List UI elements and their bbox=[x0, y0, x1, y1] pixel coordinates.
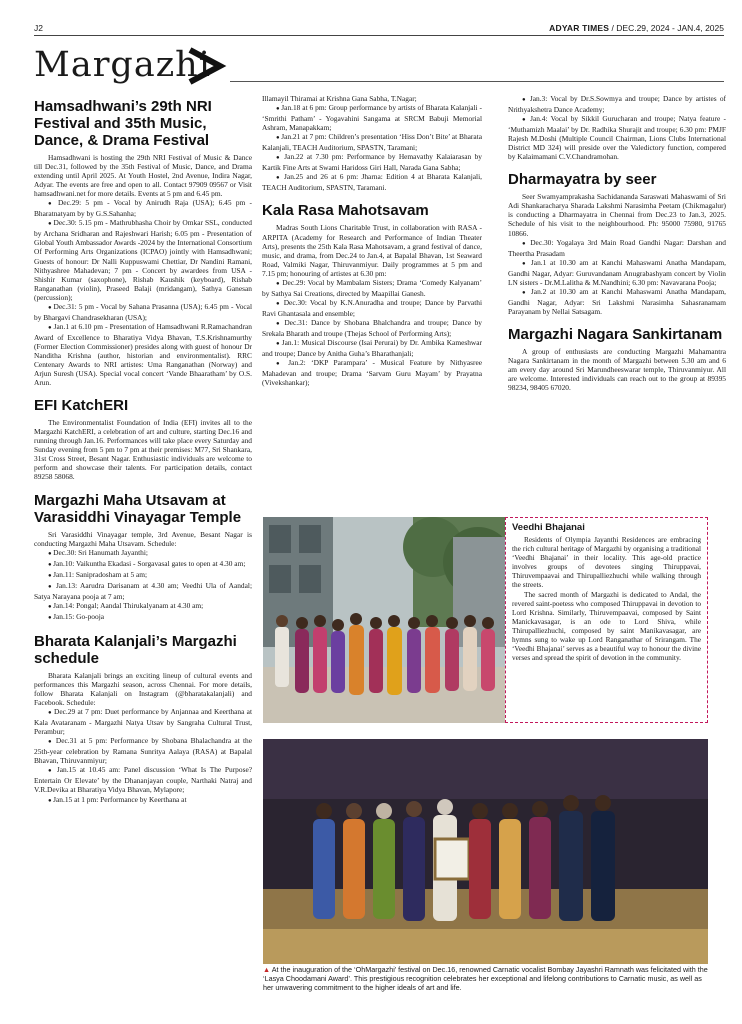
photo-caption bbox=[263, 965, 708, 992]
veedhi-bhajanai-box bbox=[505, 517, 708, 723]
schedule-item: ● Jan.15 at 10.45 am: Panel discussion ‘What Is The Purpose? Entertain Or Elevate’ by the Dhananjayan couple, Narthaki Natraj and V.R.Devika at Bharatiya Vidya Bhavan, Mylapore; bbox=[34, 765, 252, 794]
article-title-varasiddhi: Margazhi Maha Utsavam at Varasiddhi Vinayagar Temple bbox=[34, 491, 242, 526]
article-title-hamsadhwani: Hamsadhwani’s 29th NRI Festival and 35th Music, Dance, & Drama Festival bbox=[34, 98, 212, 149]
schedule-item: ● Jan.21 at 7 pm: Children’s presentation ‘Hiss Don’t Bite’ at Bharata Kalanjali, TEACH Auditorium, SPASTN, Taramani; bbox=[262, 132, 482, 152]
article-paragraph: Seer Swamyamprakasha Sachidananda Saraswati Mahaswami of Sri Adi Shankaracharya Sharada Lakshmi Narasimha Peetam (Chikmagalur) is conducting a Dharmayatra in Chennai from Dec.23 to Jan.3, 2025. Schedule of his visit to the neighbourhood. Ph: 95000 75980, 91765 10866. bbox=[508, 192, 726, 238]
section-rule bbox=[230, 81, 724, 82]
page-header bbox=[34, 20, 724, 36]
chevron-right-icon bbox=[186, 46, 228, 86]
box-title: Veedhi Bhajanai bbox=[512, 522, 585, 533]
column-2 bbox=[262, 94, 482, 387]
article-paragraph: Bharata Kalanjali brings an exciting lineup of cultural events and performances this Margazhi season, across Chennai. For more details, follow Bharata Kalanjali on Instagram (@bharatakalanjali) and Facebook. Schedule: bbox=[34, 670, 252, 708]
article-paragraph: Hamsadhwani is hosting the 29th NRI Festival of Music & Dance till Dec.31, followed by the 35th Festival of Music, Dance, and Drama extending until April 2025. At Youth Hostel, 2nd Avenue, Indira Nagar, Adyar. The events are free and open to all. Contact 97909 09567 or Visit hamsadhwani.net for more details. Events at 5 pm and 6.45 pm. bbox=[34, 153, 252, 199]
article-paragraph: The Environmentalist Foundation of India (EFI) invites all to the Margazhi KatchERI, a celebration of art and culture, starting Dec.16 and running through Jan.16. Performances will take place every Saturday and Sunday evening from 5 pm to 7 pm at their premises: M77, Sri Shankara, 31st Cross Street, Besant Nagar. Enthusiastic individuals are welcome to perform and showcase their talents. For participation details, contact 89258 58068. bbox=[34, 418, 252, 482]
box-paragraph: Residents of Olympia Jayanthi Residences are embracing the rich cultural heritage of Margazhi by organising a traditional ‘Veedhi Bhajanai’ in their locality. This age-old practice involves groups of devotees singing Thiruppavai, Thiruvempaavai and Thirupalliezhuchi while walking through the streets. bbox=[512, 535, 701, 590]
schedule-item: ● Jan.1 at 10.30 am at Kanchi Mahaswami Anatha Mandapam, Gandhi Nagar, Adyar: Guruvandanam Anugrabashyam concert by Violin LN sisters - Dr.M.Lalitha & M.Nandhini; 6.30 pm: Navavarana Pooja; bbox=[508, 258, 726, 287]
masthead bbox=[549, 23, 724, 33]
schedule-item: ● Dec.29: 5 pm - Vocal by Anirudh Raja (USA); 6.45 pm - Bharatnatyam by by G.S.Sahanha; bbox=[34, 198, 252, 218]
section-title: Margazhi bbox=[34, 45, 211, 85]
schedule-item: ● Dec.29 at 7 pm: Duet performance by Anjannaa and Keerthana at Kala Avataranam - Margazhi Natya Utsav by Sangraha Cultural Trust, Perambur; bbox=[34, 707, 252, 736]
schedule-item: ● Jan.1: Musical Discourse (Isai Perurai) by Dr. Ambika Kameshwar and troupe; Dance by Anitha Guha’s Bharathanjali; bbox=[262, 338, 482, 358]
article-title-sankirtanam: Margazhi Nagara Sankirtanam bbox=[508, 325, 723, 343]
caption-marker-icon: ▲ bbox=[263, 965, 271, 974]
schedule-item: ● Jan.1 at 6.10 pm - Presentation of Hamsadhwani R.Ramachandran Award of Excellence to Bharatiya Vidya Bhavan, T.S.Krishnamurthy (Former Election Commissioner) presides along with guest of honour Dr Nanditha Krishna (author, historian and environmentalist). RRC Centenary Awards to NRI artistes: Uma Ranganathan (Norway) and Arjun Suresh (USA). Special vocal concert ‘Vande Bhaaratham’ by O.S. Arun. bbox=[34, 322, 252, 387]
schedule-item: ● Jan.2: ‘DKP Parampara’ - Musical Feature by Nithyasree Mahadevan and troupe; Drama ‘Sarvam Guru Mayam’ by Prayatna (Vivekshankar); bbox=[262, 358, 482, 387]
schedule-item: ● Jan.25 and 26 at 6 pm: Jharna: Edition 4 at Bharata Kalanjali, TEACH Auditorium, SPASTN, Taramani. bbox=[262, 172, 482, 192]
schedule-item: ● Jan.18 at 6 pm: Group performance by artists of Bharata Kalanjali - ‘Smrithi Patham’ - Yogavahini Sangama at SRCM Babuji Memorial Ashram, Manapakkam; bbox=[262, 103, 482, 132]
box-paragraph: The sacred month of Margazhi is dedicated to Andal, the revered saint-poetess who composed Thiruppavai in devotion to Lord Krishna. Similarly, Thiruvempaavai, composed by Saint Manickavasagar, is an ode to Lord Shiva, while Thirupalliezhuchi, composed by saint Manikavasagar, are hymns sung to wake up Lord Ranganathar of Srirangam. The ‘Veedhi Bhajanai’ serves as a beautiful way to honour the divine verses and spread the spirit of devotion in the community. bbox=[512, 589, 701, 663]
schedule-item: ● Dec.30: Vocal by K.N.Anuradha and troupe; Dance by Parvathi Ravi Ghantasala and ensemble; bbox=[262, 298, 482, 318]
article-title-dharmayatra: Dharmayatra by seer bbox=[508, 171, 657, 189]
schedule-item: ● Jan.15 at 1 pm: Performance by Keerthana at bbox=[34, 795, 252, 806]
award-ceremony-photo bbox=[263, 739, 708, 964]
article-paragraph: Sri Varasiddhi Vinayagar temple, 3rd Avenue, Besant Nagar is conducting Margazhi Maha Utsavam. Schedule: bbox=[34, 529, 252, 548]
article-paragraph: Madras South Lions Charitable Trust, in collaboration with RASA - ARPITA (Academy for Research and Performance of Indian Theater Arts), presents the 25th Kala Rasa Mahotsavam, a grand festival of dance, music, and drama, from Dec.24 to Jan.4, at Bapalal Bhavan, 1st Seaward Road, Valmiki Nagar, Thiruvanmiyur. Daily programmes at 5 pm and 7.15 pm; honouring of artistes at 6.30 pm: bbox=[262, 223, 482, 278]
column-1 bbox=[34, 98, 252, 806]
paper-name: ADYAR TIMES bbox=[549, 23, 610, 33]
header-rule bbox=[34, 35, 724, 36]
article-paragraph: A group of enthusiasts are conducting Margazhi Mahamantra Nagara Sankirtanam in the month of Margazhi between 5.30 am and 6 am every day around Sri Marundheeswarar temple, Thiruvanmiyur. All are welcome. Interested individuals can reach out to the group at 89395 98234, 98405 67020. bbox=[508, 346, 726, 393]
article-title-bharata-kalanjali: Bharata Kalanjali’s Margazhi schedule bbox=[34, 632, 237, 667]
schedule-item: ● Dec.31 at 5 pm: Performance by Shobana Bhalachandra at the 25th-year celebration by Ramana Sunritya Aalaya (RASA) at Bapalal Bhavan, Thiruvanmiyur; bbox=[34, 736, 252, 765]
schedule-item: ● Jan.2 at 10.30 am at Kanchi Mahaswami Anatha Mandapam, Gandhi Nagar, Adyar: Sri Lakshmi Narasimha Sahasranamam Parayanam by Nellai Satsagam. bbox=[508, 287, 726, 316]
schedule-item: ● Dec.29: Vocal by Mambalam Sisters; Drama ‘Comedy Kalyanam’ by Sathya Sai Creations, directed by Maapillai Ganesh. bbox=[262, 278, 482, 298]
schedule-item: ● Jan.14: Pongal; Aandal Thirukalyanam at 4.30 am; bbox=[34, 601, 252, 612]
schedule-item: ● Jan.15: Go-pooja bbox=[34, 612, 252, 623]
schedule-item: ● Jan.4: Vocal by Sikkil Gurucharan and troupe; Natya feature - ‘Muthamizh Maalai’ by Dr. Radhika Shurajit and troupe; 6.30 pm: PMJF Rajesh M.Doshi (Multiple Council Chairman, Lions Clubs International District MD 324) will preside over the Valedictory function, compered by Kalaimamani C.V.Chandramohan. bbox=[508, 114, 726, 161]
article-title-kala-rasa: Kala Rasa Mahotsavam bbox=[262, 202, 429, 220]
schedule-item: ● Dec.30: Sri Hanumath Jayanthi; bbox=[34, 548, 252, 559]
column-3 bbox=[508, 94, 726, 392]
masthead-separator: / bbox=[611, 23, 614, 33]
issue-dates: DEC.29, 2024 - JAN.4, 2025 bbox=[616, 23, 724, 33]
schedule-item: ● Jan.3: Vocal by Dr.S.Sowmya and troupe; Dance by artistes of Nrithyakshetra Dance Academy; bbox=[508, 94, 726, 114]
schedule-item: ● Jan.13: Aarudra Darisanam at 4.30 am; Veedhi Ula of Aandal; Satya Narayana pooja at 7 am; bbox=[34, 581, 252, 601]
schedule-item: ● Jan.22 at 7.30 pm: Performance by Hemavathy Kalaiarasan by Kartik Fine Arts at Swami Haridoss Giri Hall, Narada Gana Sabha; bbox=[262, 152, 482, 172]
schedule-item: ● Dec.30: Yogalaya 3rd Main Road Gandhi Nagar: Darshan and Theertha Prasadam bbox=[508, 238, 726, 258]
article-title-efi: EFI KatchERI bbox=[34, 397, 129, 415]
page-number: J2 bbox=[34, 23, 43, 33]
caption-text: At the inauguration of the ‘OhMargazhi’ festival on Dec.16, renowned Carnatic vocalist Bombay Jayashri Ramnath was felicitated with the ‘Lasya Choodamani Award’. This prestigious recognition celebrates her exceptional and lifelong contributions to Carnatic music, as well as her unwavering commitment to the higher ideals of art and life. bbox=[263, 965, 708, 992]
schedule-item: ● Dec.31: Dance by Shobana Bhalchandra and troupe; Dance by Srekala Bharath and troupe (Thejas School of Performing Arts); bbox=[262, 318, 482, 338]
article-continuation: Illamayil Thiramai at Krishna Gana Sabha, T.Nagar; bbox=[262, 94, 417, 103]
schedule-item: ● Dec.31: 5 pm - Vocal by Sahana Prasanna (USA); 6.45 pm - Vocal by Bhargavi Chandrasekharan (USA); bbox=[34, 302, 252, 322]
schedule-item: ● Jan.10: Vaikuntha Ekadasi - Sorgavasal gates to open at 4.30 am; bbox=[34, 559, 252, 570]
veedhi-bhajanai-photo bbox=[263, 517, 505, 723]
schedule-item: ● Jan.11: Sanipradosham at 5 am; bbox=[34, 570, 252, 581]
schedule-item: ● Dec.30: 5.15 pm - Mathrubhasha Choir by Omkar SSL, conducted by Archana Sridharan and Rajeshwari Harish; 6.05 pm - Presentation of Global Youth Ambassador Awards -2024 by the International Consortium Of Performing Arts Organizations (ICPAO) jointly with Hamsadhwani; Guests of honour: Dr Nalli Kuppuswami Chettiar, Dr Nandini Ramani, Nithyashree Mahadevan; 7 pm - Concert by awardees from USA - Shishir Kumar (saxophone), Rishab Kaushik (keyboard), Rishab Ranganathan (violin), Praseed Balaji (mridangam), Sathya Ganesan (percussion); bbox=[34, 218, 252, 301]
